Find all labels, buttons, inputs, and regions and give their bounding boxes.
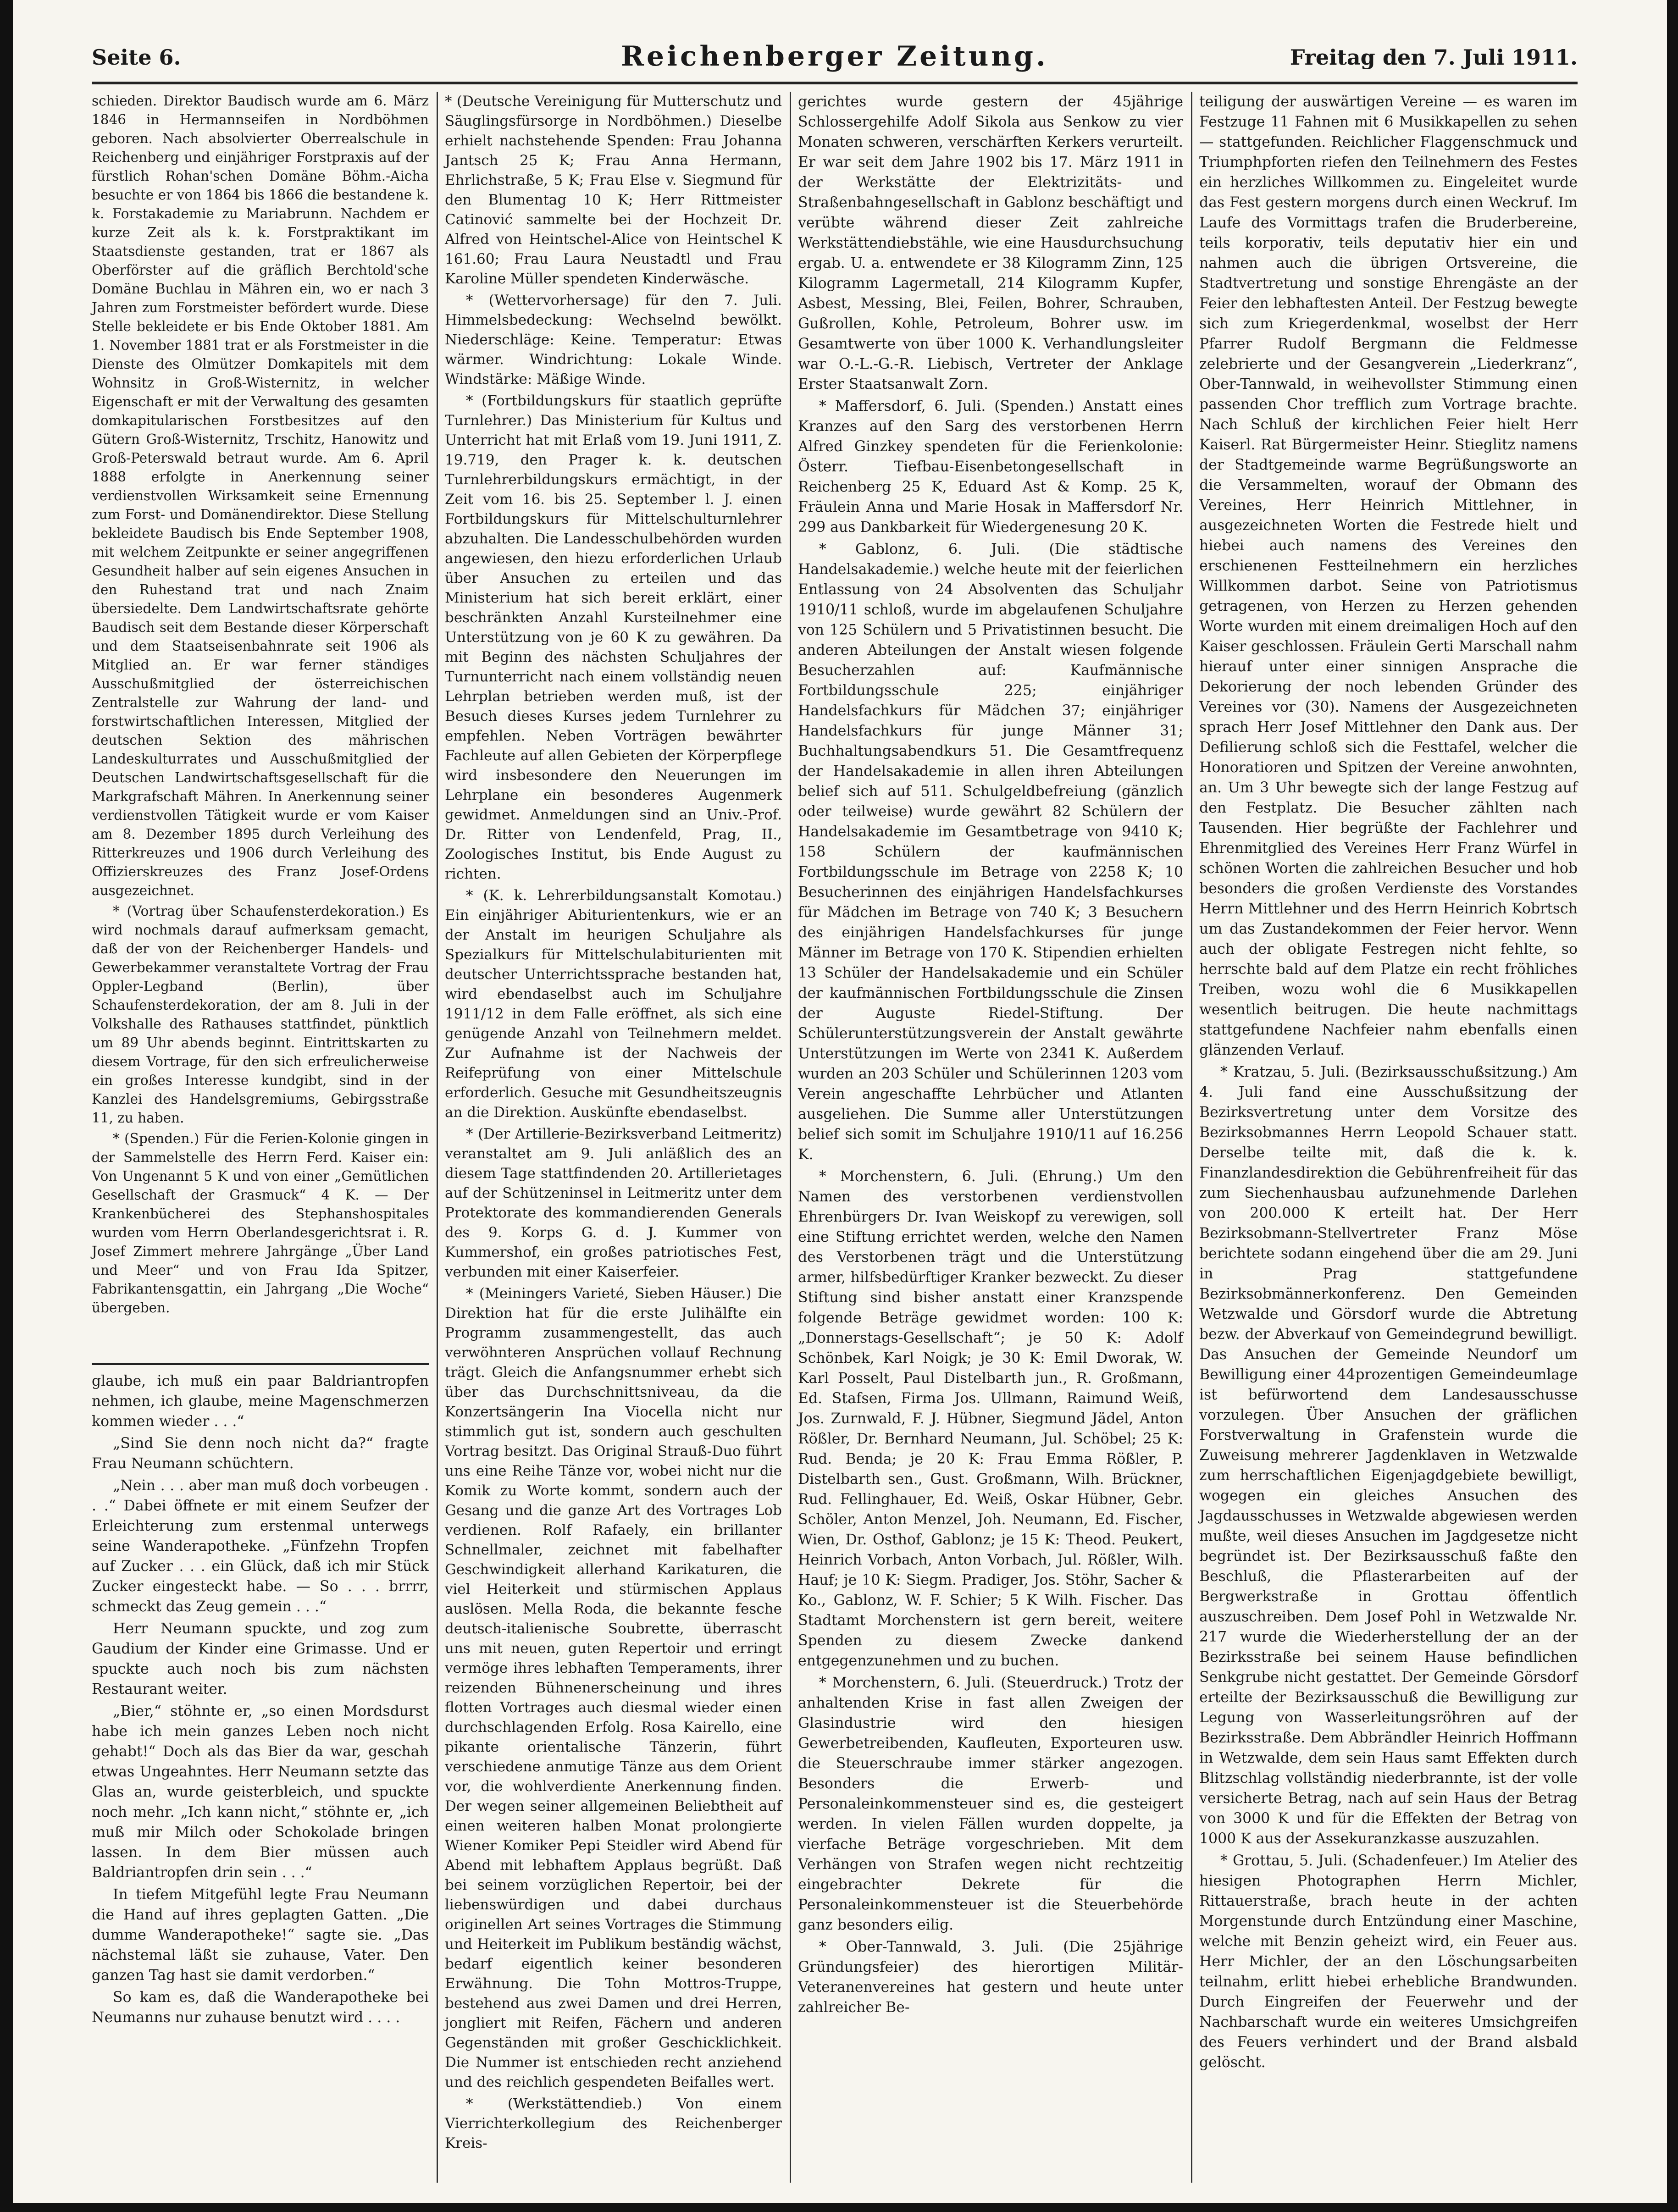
column-2	[445, 92, 782, 2155]
article-paragraph: schieden. Direktor Baudisch wurde am 6. März 1846 in Hermannseifen in Nordböhmen geboren. Nach absolvierter Oberrealschule in Reichenberg und einjähriger Forstpraxis auf der fürstlich Rohan'schen Domäne Böhm.-Aicha besuchte er von 1864 bis 1866 die bestandene k. k. Forstakademie zu Mariabrunn. Nachdem er kurze Zeit als k. k. Forstpraktikant im Staatsdienste gestanden, trat er 1867 als Oberförster auf die gräflich Berchtold'sche Domäne Buchlau in Mähren ein, wo er nach 3 Jahren zum Forstmeister befördert wurde. Diese Stelle bekleidete er bis Ende Oktober 1881. Am 1. November 1881 trat er als Forstmeister in die Dienste des Olmützer Domkapitels mit dem Wohnsitz in Groß-Wisternitz, in welcher Eigenschaft er mit der Verwaltung des gesamten domkapitularischen Forstbesitzes auf den Gütern Groß-Wisternitz, Trschitz, Hanowitz und Groß-Peterswald betraut wurde. Am 6. April 1888 erfolgte in Anerkennung seiner verdienstvollen Wirksamkeit seine Ernennung zum Forst- und Domänendirektor. Diese Stellung bekleidete Baudisch bis Ende September 1908, mit welchem Zeitpunkte er seiner angegriffenen Gesundheit halber auf sein eigenes Ansuchen in den Ruhestand trat und nach Znaim übersiedelte. Dem Landwirtschaftsrate gehörte Baudisch seit dem Bestande dieser Körperschaft und dem Staatseisenbahnrate seit 1906 als Mitglied an. Er war ferner ständiges Ausschußmitglied der österreichischen Zentralstelle zur Wahrung der land- und forstwirtschaftlichen Interessen, Mitglied der deutschen Sektion des mährischen Landeskulturrates und Ausschußmitglied der Deutschen Landwirtschaftsgesellschaft für die Markgrafschaft Mähren. In Anerkennung seiner verdienstvollen Tätigkeit wurde er vom Kaiser am 8. Dezember 1895 durch Verleihung des Ritterkreuzes und 1906 durch Verleihung des Offizierskreuzes des Franz Josef-Ordens ausgezeichnet.	[92, 93, 429, 898]
article-paragraph: In tiefem Mitgefühl legte Frau Neumann die Hand auf ihres geplagten Gatten. „Die dumme Wanderapotheke!“ sagte sie. „Das nächstemal läßt sie zuhause, Vater. Den ganzen Tag hast sie damit verdorben.“	[92, 1886, 429, 1984]
article-paragraph: * Ober-Tannwald, 3. Juli. (Die 25jährige Gründungsfeier) des hierortigen Militär-Veteranenvereines hat gestern und heute unter zahlreicher Be-	[798, 1939, 1183, 2016]
column-1	[92, 92, 429, 1319]
article-paragraph: * (Wettervorhersage) für den 7. Juli. Himmelsbedeckung: Wechselnd bewölkt. Niederschläge: Keine. Temperatur: Etwas wärmer. Windrichtung: Lokale Winde. Windstärke: Mäßige Winde.	[445, 292, 782, 387]
column-rule-3	[1191, 92, 1192, 2183]
scan-border-right	[1667, 0, 1678, 2212]
article-paragraph: * Kratzau, 5. Juli. (Bezirksausschußsitzung.) Am 4. Juli fand eine Ausschußsitzung der Bezirksvertretung unter dem Vorsitze des Bezirksobmannes Herrn Leopold Schauer statt. Derselbe teilte mit, daß die k. k. Finanzlandesdirektion die Gebührenfreiheit für das zum Siechenhausbau aufzunehmende Darlehen von 200.000 K erteilt hat. Der Herr Bezirksobmann-Stellvertreter Franz Möse berichtete sodann eingehend über die am 29. Juni in Prag stattgefundene Bezirksobmännerkonferenz. Den Gemeinden Wetzwalde und Görsdorf wurde die Abtretung bezw. der Abverkauf von Gemeindegrund bewilligt. Das Ansuchen der Gemeinde Neundorf um Bewilligung einer 44prozentigen Gemeindeumlage ist befürwortend dem Landesausschusse vorzulegen. Über Ansuchen der gräflichen Forstverwaltung in Grafenstein wurde die Zuweisung mehrerer Jagdenklaven in Wetzwalde zum herrschaftlichen Eigenjagdgebiete bewilligt, wogegen ein gleiches Ansuchen des Jagdausschusses in Wetzwalde abgewiesen werden mußte, weil dieses Ansuchen im Jagdgesetze nicht begründet ist. Der Bezirksausschuß faßte den Beschluß, die Pflasterarbeiten auf der Bergwerkstraße in Grottau öffentlich auszuschreiben. Dem Josef Pohl in Wetzwalde Nr. 217 wurde die Wiederherstellung der an der Bezirksstraße bei seinem Hause befindlichen Senkgrube nicht gestattet. Der Gemeinde Görsdorf erteilte der Bezirksausschuß die Bewilligung zur Legung von Wasserleitungsröhren auf der Bezirksstraße. Dem Abbrändler Heinrich Hoffmann in Wetzwalde, dem sein Haus samt Effekten durch Blitzschlag vollständig niederbrannte, ist der volle versicherte Betrag, nach auf sein Haus der Betrag von 3000 K und für die Effekten der Betrag von 1000 K aus der Assekuranzkasse auszuzahlen.	[1199, 1064, 1578, 1847]
article-paragraph: * (Werkstättendieb.) Von einem Vierrichterkollegium des Reichenberger Kreis-	[445, 2096, 782, 2151]
page-number: Seite 6.	[92, 45, 181, 70]
column-rule-1	[437, 92, 438, 2183]
header-rule	[92, 82, 1578, 84]
article-paragraph: glaube, ich muß ein paar Baldriantropfen nehmen, ich glaube, meine Magenschmerzen kommen wieder . . .“	[92, 1373, 429, 1430]
article-paragraph: So kam es, daß die Wanderapotheke bei Neumanns nur zuhause benutzt wird . . . .	[92, 1989, 429, 2026]
article-paragraph: * (Meiningers Varieté, Sieben Häuser.) Die Direktion hat für die erste Julihälfte ein Programm zusammengestellt, das auch verwöhnteren Ansprüchen vollauf Rechnung trägt. Gleich die Anfangsnummer erhebt sich über das Durchschnittsniveau, da die Konzertsängerin Ina Viocella nicht nur stimmlich gut ist, sondern auch geschulten Vortrag besitzt. Das Original Strauß-Duo führt uns eine Reihe Tänze vor, wobei nicht nur die Komik zu Worte kommt, sondern auch der Gesang und die ganze Art des Vortrages Lob verdienen. Rolf Rafaely, ein brillanter Schnellmaler, zeichnet mit fabelhafter Geschwindigkeit allerhand Karikaturen, die viel Heiterkeit und stürmischen Applaus auslösen. Mella Roda, die bekannte fesche deutsch-italienische Soubrette, überrascht uns mit neuen, guten Repertoir und erringt vermöge ihres lebhaften Temperaments, ihrer reizenden Bühnenerscheinung und ihres flotten Vortrages auch diesmal wieder einen durchschlagenden Erfolg. Rosa Kairello, eine pikante orientalische Tänzerin, führt verschiedene anmutige Tänze aus dem Orient vor, die wohlverdiente Anerkennung finden. Der wegen seiner allgemeinen Beliebtheit auf einen weiteren halben Monat prolongierte Wiener Komiker Pepi Steidler wird Abend für Abend mit lebhaftem Applaus begrüßt. Daß bei seinem vorzüglichen Repertoir, bei der liebenswürdigen und dabei durchaus originellen Art seines Vortrages die Stimmung und Heiterkeit im Publikum beständig wächst, bedarf eigentlich keiner besonderen Erwähnung. Die Tohn Mottros-Truppe, bestehend aus zwei Damen und drei Herren, jongliert mit Reifen, Fächern und anderen Gegenständen mit großer Geschicklichkeit. Die Nummer ist entschieden recht anziehend und des reichlich gespendeten Beifalles wert.	[445, 1285, 782, 2090]
article-paragraph: * (Vortrag über Schaufensterdekoration.) Es wird nochmals darauf aufmerksam gemacht, daß der von der Reichenberger Handels- und Gewerbekammer veranstaltete Vortrag der Frau Oppler-Legband (Berlin), über Schaufensterdekoration, der am 8. Juli in der Volkshalle des Rathauses stattfindet, pünktlich um 89 Uhr abends beginnt. Eintrittskarten zu diesem Vortrage, für den sich erfreulicherweise ein großes Interesse kundgibt, sind in der Kanzlei des Handelsgremiums, Gebirgsstraße 11, zu haben.	[92, 903, 429, 1126]
article-paragraph: gerichtes wurde gestern der 45jährige Schlossergehilfe Adolf Sikola aus Senkow zu vier Monaten schweren, verschärften Kerkers verurteilt. Er war seit dem Jahre 1902 bis 17. März 1911 in der Werkstätte der Elektrizitäts- und Straßenbahngesellschaft in Gablonz beschäftigt und verübte während dieser Zeit zahlreiche Werkstättendiebstähle, wie eine Hausdurchsuchung ergab. U. a. entwendete er 38 Kilogramm Zinn, 125 Kilogramm Lagermetall, 214 Kilogramm Kupfer, Asbest, Messing, Blei, Feilen, Bohrer, Schrauben, Gußrollen, Kohle, Petroleum, Bohrer usw. im Gesamtwerte von über 1000 K. Verhandlungsleiter war O.-L.-G.-R. Liebisch, Vertreter der Anklage Erster Staatsanwalt Zorn.	[798, 94, 1183, 393]
article-paragraph: * Gablonz, 6. Juli. (Die städtische Handelsakademie.) welche heute mit der feierlichen Entlassung von 24 Absolventen das Schuljahr 1910/11 schloß, wurde im abgelaufenen Schuljahre von 125 Schülern und 5 Privatistinnen besucht. Die anderen Abteilungen der Anstalt wiesen folgende Besucherzahlen auf: Kaufmännische Fortbildungsschule 225; einjähriger Handelsfachkurs für Mädchen 37; einjähriger Handelsfachkurs für junge Männer 31; Buchhaltungsabendkurs 51. Die Gesamtfrequenz der Handelsakademie in allen ihren Abteilungen belief sich auf 511. Schulgeldbefreiung (gänzlich oder teilweise) wurde gewährt 82 Schülern der Handelsakademie im Gesamtbetrage von 9410 K; 158 Schülern der kaufmännischen Fortbildungsschule im Betrage von 2258 K; 10 Besucherinnen des einjährigen Handelsfachkurses für Mädchen im Betrage von 740 K; 3 Besuchern des einjährigen Handelsfachkurses für junge Männer im Betrage von 170 K. Stipendien erhielten 13 Schüler der Handelsakademie und ein Schüler der kaufmännischen Fortbildungsschule die Zinsen der Auguste Riedel-Stiftung. Der Schülerunterstützungsverein der Anstalt gewährte Unterstützungen im Werte von 2341 K. Außerdem wurden an 203 Schüler und Schülerinnen 1203 vom Verein angeschaffte Lehrbücher und Atlanten ausgeliehen. Die Summe aller Unterstützungen belief sich somit im Schuljahre 1910/11 auf 16.256 K.	[798, 541, 1183, 1163]
column-rule-2	[790, 92, 791, 2183]
article-paragraph: Herr Neumann spuckte, und zog zum Gaudium der Kinder eine Grimasse. Und er spuckte auch noch bis zum nächsten Restaurant weiter.	[92, 1620, 429, 1698]
article-paragraph: * Morchenstern, 6. Juli. (Steuerdruck.) Trotz der anhaltenden Krise in fast allen Zweigen der Glasindustrie wird den hiesigen Gewerbetreibenden, Kaufleuten, Exporteuren usw. die Steuerschraube immer stärker angezogen. Besonders die Erwerb- und Personaleinkommensteuer sind es, die gesteigert werden. In vielen Fällen wurden doppelte, ja vierfache Beträge vorgeschrieben. Mit dem Verhängen von Strafen wegen nicht rechtzeitig eingebrachter Dekrete für die Personaleinkommensteuer ist die Steuerbehörde ganz besonders eilig.	[798, 1675, 1183, 1933]
issue-date: Freitag den 7. Juli 1911.	[1290, 45, 1578, 70]
article-paragraph: „Nein . . . aber man muß doch vorbeugen . . .“ Dabei öffnete er mit einem Seufzer der Erleichterung zum erstenmal unterwegs seine Wanderapotheke. „Fünfzehn Tropfen auf Zucker . . . ein Glück, daß ich mir Stück Zucker eingesteckt habe. — So . . . brrrr, schmeckt das Zeug gemein . . .“	[92, 1477, 429, 1615]
article-paragraph: * Morchenstern, 6. Juli. (Ehrung.) Um den Namen des verstorbenen verdienstvollen Ehrenbürgers Dr. Ivan Weiskopf zu verewigen, soll eine Stiftung errichtet werden, welche den Namen des Verstorbenen trägt und die Unterstützung armer, hilfsbedürftiger Kranker bezweckt. Zu dieser Stiftung sind bisher anstatt einer Kranzspende folgende Beträge gewidmet worden: 100 K: „Donnerstags-Gesellschaft“; je 50 K: Adolf Schönbek, Karl Noigk; je 30 K: Emil Dworak, W. Karl Posselt, Paul Distelbarth jun., R. Großmann, Ed. Stafsen, Firma Jos. Ullmann, Raimund Weiß, Jos. Zurnwald, F. J. Hübner, Siegmund Jädel, Anton Rößler, Dr. Bernhard Neumann, Jul. Schöbel; 25 K: Rud. Benda; je 20 K: Frau Emma Rößler, P. Distelbarth sen., Gust. Großmann, Wilh. Brückner, Rud. Fellinghauer, Ed. Weiß, Oskar Hübner, Gebr. Schöler, Anton Menzel, Joh. Neumann, Ed. Fischer, Wien, Dr. Osthof, Gablonz; je 15 K: Theod. Peukert, Heinrich Vorbach, Anton Vorbach, Jul. Rößler, Wilh. Hauf; je 10 K: Siegm. Pradiger, Jos. Stöhr, Sacher & Ko., Gablonz, W. F. Schier; 5 K Wilh. Fischer. Das Stadtamt Morchenstern ist gern bereit, weitere Spenden zu diesem Zwecke dankend entgegenzunehmen und zu buchen.	[798, 1168, 1183, 1669]
article-paragraph: * (Der Artillerie-Bezirksverband Leitmeritz) veranstaltet am 9. Juli anläßlich des an diesem Tage stattfindenden 20. Artillerietages auf der Schützeninsel in Leitmeritz unter dem Protektorate des kommandierenden Generals des 9. Korps G. d. J. Kummer von Kummershof, ein großes patriotisches Fest, verbunden mit einer Kaiserfeier.	[445, 1126, 782, 1280]
scan-border-bottom	[0, 2203, 1678, 2212]
column-1-feuilleton	[92, 1371, 429, 2030]
article-paragraph: * (Spenden.) Für die Ferien-Kolonie gingen in der Sammelstelle des Herrn Ferd. Kaiser ein: Von Ungenannt 5 K und von einer „Gemütlichen Gesellschaft der Grasmuck“ 4 K. — Der Krankenbücherei des Stephanshospitales wurden vom Herrn Oberlandesgerichtsrat i. R. Josef Zimmert mehrere Jahrgänge „Über Land und Meer“ und von Frau Ida Spitzer, Fabrikantensgattin, ein Jahrgang „Die Woche“ übergeben.	[92, 1131, 429, 1316]
article-paragraph: „Sind Sie denn noch nicht da?“ fragte Frau Neumann schüchtern.	[92, 1435, 429, 1472]
column-4	[1199, 92, 1578, 2074]
feuilleton-separator	[92, 1363, 429, 1365]
article-paragraph: * Maffersdorf, 6. Juli. (Spenden.) Anstatt eines Kranzes auf den Sarg des verstorbenen Herrn Alfred Ginzkey spendeten für die Ferienkolonie: Österr. Tiefbau-Eisenbetongesellschaft in Reichenberg 25 K, Eduard Ast & Komp. 25 K, Fräulein Anna und Marie Hosak in Maffersdorf Nr. 299 aus Dankbarkeit für Wiedergenesung 20 K.	[798, 398, 1183, 536]
article-paragraph: „Bier,“ stöhnte er, „so einen Mordsdurst habe ich mein ganzes Leben noch nicht gehabt!“ Doch als das Bier da war, geschah etwas Ungeahntes. Herr Neumann setzte das Glas an, wurde geisterbleich, und spuckte noch mehr. „Ich kann nicht,“ stöhnte er, „ich muß mir Milch oder Schokolade bringen lassen. In dem Bier müssen auch Baldriantropfen drin sein . . .“	[92, 1703, 429, 1881]
article-paragraph: teiligung der auswärtigen Vereine — es waren im Festzuge 11 Fahnen mit 6 Musikkapellen zu sehen — stattgefunden. Reichlicher Flaggenschmuck und Triumphpforten riefen den Teilnehmern des Festes ein herzliches Willkommen zu. Eingeleitet wurde das Fest gestern morgens durch einen Weckruf. Im Laufe des Vormittags trafen die Bruderbereine, teils korporativ, teils deputativ hier ein und nahmen auch die übrigen Ortsvereine, die Stadtvertretung und sonstige Ehrengäste an der Feier den lebhaftesten Anteil. Der Festzug bewegte sich zum Kriegerdenkmal, woselbst der Herr Pfarrer Rudolf Bergmann die Feldmesse zelebrierte und der Gesangverein „Liederkranz“, Ober-Tannwald, in weihevollster Stimmung einen passenden Chor trefflich zum Vortrage brachte. Nach Schluß der kirchlichen Feier hielt Herr Kaiserl. Rat Bürgermeister Heinr. Stieglitz namens der Stadtgemeinde warme Begrüßungsworte an die Versammelten, worauf der Obmann des Vereines, Herr Heinrich Mittlehner, in ausgezeichneten Worten die Festrede hielt und hiebei auch namens des Vereines den erschienenen Festteilnehmern ein herzliches Willkommen darbot. Seine von Patriotismus getragenen, von Herzen zu Herzen gehenden Worte wurden mit einem dreimaligen Hoch auf den Kaiser geschlossen. Fräulein Gerti Marschall nahm hierauf unter einer sinnigen Ansprache die Dekorierung der noch lebenden Gründer des Vereines vor (30). Namens der Ausgezeichneten sprach Herr Josef Mittlehner den Dank aus. Der Defilierung schloß sich die Festtafel, welcher die Honoratioren und Spitzen der Vereine anwohnten, an. Um 3 Uhr bewegte sich der lange Festzug auf den Festplatz. Die Besucher zählten nach Tausenden. Hier begrüßte der Fachlehrer und Ehrenmitglied des Vereines Herr Franz Würfel in schönen Worten die zahlreichen Besucher und hob besonders die großen Verdienste des Vorstandes Herrn Mittlehner und des Herrn Heinrich Kobrtsch um das Zustandekommen der Feier hervor. Wenn auch der obligate Festregen nicht fehlte, so herrschte bald auf dem Platze ein recht fröhliches Treiben, wozu wohl die 6 Musikkapellen wesentlich beitrugen. Die heute nachmittags stattgefundene Nachfeier nahm ebenfalls einen glänzenden Verlauf.	[1199, 94, 1578, 1058]
column-3	[798, 92, 1183, 2019]
article-paragraph: * (Deutsche Vereinigung für Mutterschutz und Säuglingsfürsorge in Nordböhmen.) Dieselbe erhielt nachstehende Spenden: Frau Johanna Jantsch 25 K; Frau Anna Hermann, Ehrlichstraße, 5 K; Frau Else v. Siegmund für den Blumentag 10 K; Herr Rittmeister Catinović sammelte bei der Hochzeit Dr. Alfred von Heintschel-Alice von Heintschel K 161.60; Frau Laura Neustadtl und Frau Karoline Müller spendeten Kinderwäsche.	[445, 93, 782, 287]
article-paragraph: * (Fortbildungskurs für staatlich geprüfte Turnlehrer.) Das Ministerium für Kultus und Unterricht hat mit Erlaß vom 19. Juni 1911, Z. 19.719, den Prager k. k. deutschen Turnlehrerbildungskurs ermächtigt, in der Zeit vom 16. bis 25. September l. J. einen Fortbildungskurs für Mittelschulturnlehrer abzuhalten. Die Landesschulbehörden wurden angewiesen, den hiezu erforderlichen Urlaub über Ansuchen zu erteilen und das Ministerium hat sich bereit erklärt, einer beschränkten Anzahl Kursteilnehmer eine Unterstützung von je 60 K zu gewähren. Da mit Beginn des nächsten Schuljahres der Turnunterricht nach einem vollständig neuen Lehrplan betrieben werden muß, ist der Besuch dieses Kurses jedem Turnlehrer zu empfehlen. Neben Vorträgen bewährter Fachleute auf allen Gebieten der Körperpflege wird insbesondere den Neuerungen im Lehrplane ein besonderes Augenmerk gewidmet. Anmeldungen sind an Univ.-Prof. Dr. Ritter von Lendenfeld, Prag, II., Zoologisches Institut, bis Ende August zu richten.	[445, 393, 782, 882]
article-paragraph: * (K. k. Lehrerbildungsanstalt Komotau.) Ein einjähriger Abiturientenkurs, wie er an der Anstalt im heurigen Schuljahre als Spezialkurs für Mittelschulabiturienten mit deutscher Unterrichtssprache bestanden hat, wird ebendaselbst auch im Schuljahre 1911/12 in dem Falle eröffnet, als sich eine genügende Anzahl von Teilnehmern meldet. Zur Aufnahme ist der Nachweis der Reifeprüfung von einer Mittelschule erforderlich. Gesuche mit Gesundheitszeugnis an die Direktion. Auskünfte ebendaselbst.	[445, 887, 782, 1121]
page-header	[92, 40, 1578, 77]
masthead: Reichenberger Zeitung.	[621, 40, 1048, 72]
scan-border-left	[0, 0, 13, 2212]
article-paragraph: * Grottau, 5. Juli. (Schadenfeuer.) Im Atelier des hiesigen Photographen Herrn Michler, Rittauerstraße, brach heute in der achten Morgenstunde durch Entzündung einer Maschine, welche mit Benzin geheizt wird, ein Feuer aus. Herr Michler, der an den Löschungsarbeiten teilnahm, erlitt hiebei erhebliche Brandwunden. Durch Eingreifen der Feuerwehr und der Nachbarschaft wurde ein weiteres Umsichgreifen des Feuers verhindert und der Brand alsbald gelöscht.	[1199, 1853, 1578, 2071]
